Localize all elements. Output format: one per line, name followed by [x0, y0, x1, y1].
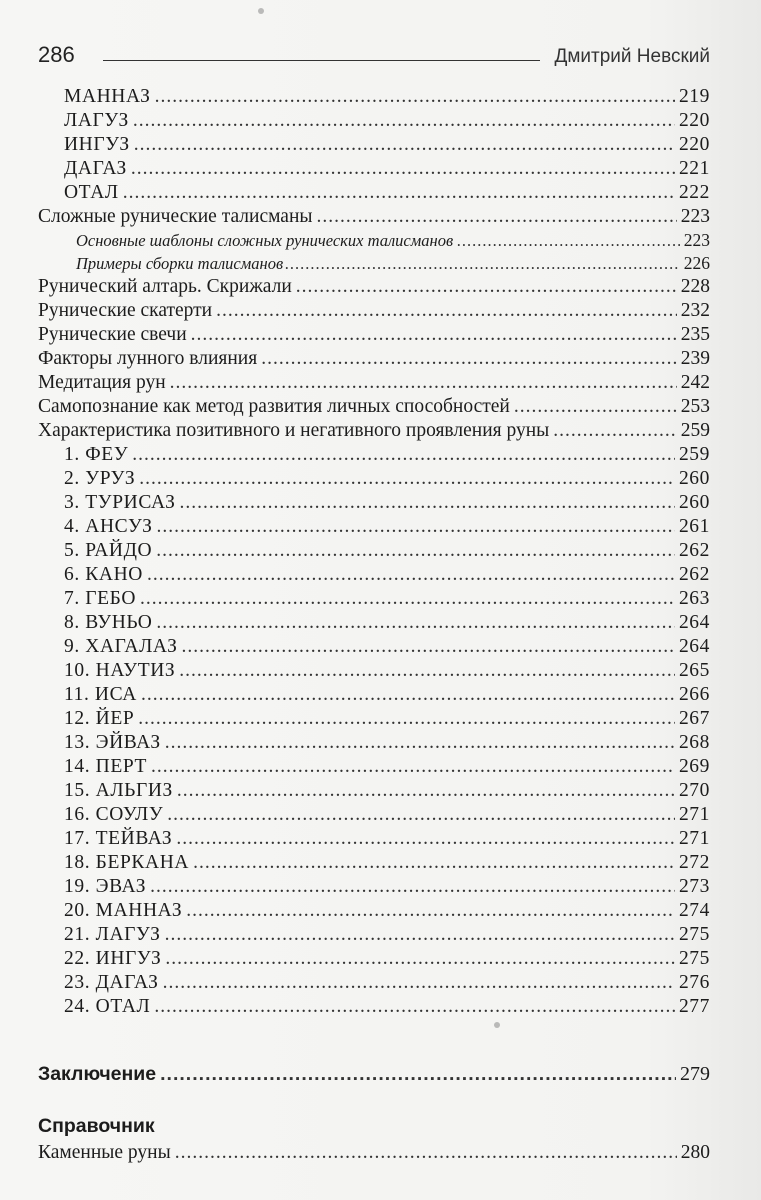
toc-entry-page: 274 [678, 900, 710, 921]
dot-leader [157, 515, 675, 539]
dot-leader [165, 923, 675, 947]
toc-entry[interactable] [38, 347, 710, 371]
toc-entry-label: 8. ВУНЬО [64, 612, 153, 633]
header-author: Дмитрий Невский [554, 46, 710, 67]
toc-entry-page: 265 [678, 660, 710, 681]
running-head [38, 38, 710, 68]
toc-entry-page: 220 [678, 134, 710, 155]
dot-leader [139, 467, 675, 491]
toc-entry[interactable] [38, 299, 710, 323]
toc-entry-label: Рунический алтарь. Скрижали [38, 276, 292, 297]
toc-entry[interactable] [38, 947, 710, 971]
toc-entry-page: 260 [678, 492, 710, 513]
dot-leader [553, 419, 676, 443]
dot-leader [167, 803, 675, 827]
toc-entry-page: 275 [678, 924, 710, 945]
dot-leader [175, 1141, 677, 1165]
toc-entry[interactable] [38, 85, 710, 109]
toc-entry[interactable] [38, 923, 710, 947]
dot-leader [193, 851, 675, 875]
toc-entry-label: Рунические скатерти [38, 300, 213, 321]
toc-entry[interactable] [38, 419, 710, 443]
toc-entry-page: 259 [680, 420, 710, 441]
dot-leader [147, 563, 675, 587]
toc-entry-label: ЛАГУЗ [64, 110, 129, 131]
toc-entry-page: 242 [680, 372, 710, 393]
toc-subentry[interactable] [38, 252, 710, 275]
toc-entry-label: Каменные руны [38, 1142, 171, 1163]
toc-entry[interactable] [38, 707, 710, 731]
toc-entry[interactable] [38, 133, 710, 157]
dot-leader [150, 875, 675, 899]
toc-entry-page: 268 [678, 732, 710, 753]
toc-entry-page: 266 [678, 684, 710, 705]
toc-entry-label: 13. ЭЙВАЗ [64, 732, 161, 753]
toc-entry-page: 232 [680, 300, 710, 321]
toc-entry[interactable] [38, 731, 710, 755]
toc-entry[interactable] [38, 515, 710, 539]
toc-entry-label: 11. ИСА [64, 684, 137, 705]
toc-entry-page: 259 [678, 444, 710, 465]
toc-entry-label: Факторы лунного влияния [38, 348, 258, 369]
toc-entry-label: 9. ХАГАЛАЗ [64, 636, 178, 657]
toc-entry[interactable] [38, 1141, 710, 1165]
toc-entry-label: Примеры сборки талисманов [76, 254, 284, 273]
dot-leader [177, 779, 675, 803]
toc-entry[interactable] [38, 659, 710, 683]
toc-entry[interactable] [38, 779, 710, 803]
dot-leader [140, 587, 675, 611]
toc-entry[interactable] [38, 851, 710, 875]
toc-entry[interactable] [38, 181, 710, 205]
toc-entry-page: 223 [683, 230, 710, 250]
toc-entry-page: 272 [678, 852, 710, 873]
toc-entry-page: 273 [678, 876, 710, 897]
toc-entry-label: 21. ЛАГУЗ [64, 924, 161, 945]
toc-entry[interactable] [38, 827, 710, 851]
paper-speck [494, 1022, 500, 1028]
dot-leader [163, 971, 675, 995]
table-of-contents [38, 85, 710, 1165]
dot-leader [165, 947, 675, 971]
toc-entry-page: 223 [680, 206, 710, 227]
rune-list-a [38, 85, 710, 205]
toc-entry-label: 22. ИНГУЗ [64, 948, 162, 969]
toc-entry-conclusion[interactable] [38, 1059, 710, 1089]
toc-entry[interactable] [38, 157, 710, 181]
toc-entry[interactable] [38, 563, 710, 587]
toc-entry-page: 260 [678, 468, 710, 489]
dot-leader [131, 157, 675, 181]
toc-entry-label: 7. ГЕБО [64, 588, 137, 609]
toc-entry-label: ДАГАЗ [64, 158, 127, 179]
toc-entry-label: Заключение [38, 1063, 157, 1085]
dot-leader [160, 1059, 676, 1089]
toc-entry-page: 220 [678, 110, 710, 131]
toc-entry[interactable] [38, 635, 710, 659]
toc-entry-page: 275 [678, 948, 710, 969]
toc-heading-reference[interactable]: Справочник [38, 1115, 155, 1137]
toc-entry[interactable] [38, 803, 710, 827]
dot-leader [141, 683, 675, 707]
dot-leader [123, 181, 675, 205]
toc-entry-label: 17. ТЕЙВАЗ [64, 828, 173, 849]
dot-leader [165, 731, 675, 755]
toc-entry-label: Основные шаблоны сложных рунических талисманов [76, 231, 454, 250]
toc-entry-label: Характеристика позитивного и негативного проявления руны [38, 420, 550, 441]
toc-entry-page: 271 [678, 828, 710, 849]
toc-entry-label: 23. ДАГАЗ [64, 972, 159, 993]
dot-leader [317, 205, 677, 229]
dot-leader [296, 275, 677, 299]
toc-entry[interactable] [38, 109, 710, 133]
toc-entry-label: Самопознание как метод развития личных способностей [38, 396, 510, 417]
dot-leader [216, 299, 677, 323]
dot-leader [133, 109, 675, 133]
toc-entry-label: 12. ЙЕР [64, 708, 135, 729]
dot-leader [156, 611, 675, 635]
dot-leader [176, 827, 675, 851]
toc-entry-label: 1. ФЕУ [64, 444, 129, 465]
dot-leader [155, 85, 675, 109]
toc-entry-label: 4. АНСУЗ [64, 516, 153, 537]
toc-entry-page: 270 [678, 780, 710, 801]
toc-entry-page: 219 [678, 86, 710, 107]
toc-entry[interactable] [38, 539, 710, 563]
dot-leader [154, 995, 675, 1019]
header-rule [103, 60, 541, 61]
dot-leader [182, 635, 675, 659]
toc-entry-label: 6. КАНО [64, 564, 143, 585]
toc-entry-label: 14. ПЕРТ [64, 756, 148, 777]
toc-entry-page: 239 [680, 348, 710, 369]
dot-leader [132, 443, 675, 467]
toc-entry[interactable] [38, 323, 710, 347]
toc-entry-label: ОТАЛ [64, 182, 119, 203]
toc-entry[interactable] [38, 395, 710, 419]
toc-entry-page: 271 [678, 804, 710, 825]
toc-entry-page: 253 [680, 396, 710, 417]
page-number: 286 [38, 42, 75, 67]
toc-entry-page: 279 [680, 1063, 710, 1085]
toc-entry[interactable] [38, 899, 710, 923]
toc-entry-page: 226 [683, 253, 710, 273]
toc-entry-page: 264 [678, 612, 710, 633]
toc-entry-label: Медитация рун [38, 372, 166, 393]
toc-entry[interactable] [38, 683, 710, 707]
dot-leader [151, 755, 675, 779]
dot-leader [170, 371, 677, 395]
toc-entry[interactable] [38, 491, 710, 515]
toc-entry-page: 267 [678, 708, 710, 729]
toc-entry[interactable] [38, 875, 710, 899]
toc-entry-complex-talismans[interactable] [38, 205, 710, 229]
dot-leader [134, 133, 675, 157]
toc-entry-label: 5. РАЙДО [64, 540, 153, 561]
toc-entry[interactable] [38, 443, 710, 467]
dot-leader [186, 899, 675, 923]
toc-entry-label: 10. НАУТИЗ [64, 660, 176, 681]
toc-entry-label: 19. ЭВАЗ [64, 876, 147, 897]
toc-entry-page: 276 [678, 972, 710, 993]
toc-entry-page: 222 [678, 182, 710, 203]
toc-entry-page: 263 [678, 588, 710, 609]
toc-entry-label: Сложные рунические талисманы [38, 206, 313, 227]
rune-list-b [38, 443, 710, 1019]
toc-entry[interactable] [38, 275, 710, 299]
toc-entry-page: 261 [678, 516, 710, 537]
toc-entry-label: 15. АЛЬГИЗ [64, 780, 173, 801]
dot-leader [261, 347, 677, 371]
dot-leader [514, 395, 677, 419]
dot-leader [285, 252, 680, 275]
toc-entry-label: 18. БЕРКАНА [64, 852, 190, 873]
dot-leader [138, 707, 675, 731]
paper-speck [258, 8, 264, 14]
toc-entry[interactable] [38, 371, 710, 395]
toc-entry-page: 235 [680, 324, 710, 345]
dot-leader [191, 323, 677, 347]
section-list [38, 275, 710, 443]
toc-entry-page: 262 [678, 564, 710, 585]
toc-entry[interactable] [38, 467, 710, 491]
dot-leader [457, 229, 680, 252]
toc-entry-label: 24. ОТАЛ [64, 996, 151, 1017]
toc-entry-label: ИНГУЗ [64, 134, 130, 155]
toc-subentry[interactable] [38, 229, 710, 252]
toc-entry-label: 3. ТУРИСАЗ [64, 492, 176, 513]
toc-entry-label: 16. СОУЛУ [64, 804, 164, 825]
toc-entry-page: 228 [680, 276, 710, 297]
toc-entry-page: 277 [678, 996, 710, 1017]
toc-entry[interactable] [38, 587, 710, 611]
toc-entry-page: 264 [678, 636, 710, 657]
dot-leader [180, 491, 675, 515]
toc-entry-label: 2. УРУЗ [64, 468, 136, 489]
toc-entry[interactable] [38, 995, 710, 1019]
toc-entry-page: 221 [678, 158, 710, 179]
toc-entry-label: 20. МАННАЗ [64, 900, 183, 921]
toc-entry-label: МАННАЗ [64, 86, 151, 107]
toc-entry-label: Рунические свечи [38, 324, 187, 345]
toc-entry-page: 280 [680, 1142, 710, 1163]
toc-entry[interactable] [38, 755, 710, 779]
toc-entry[interactable] [38, 971, 710, 995]
dot-leader [156, 539, 675, 563]
dot-leader [179, 659, 675, 683]
toc-entry-page: 269 [678, 756, 710, 777]
toc-entry-page: 262 [678, 540, 710, 561]
toc-entry[interactable] [38, 611, 710, 635]
